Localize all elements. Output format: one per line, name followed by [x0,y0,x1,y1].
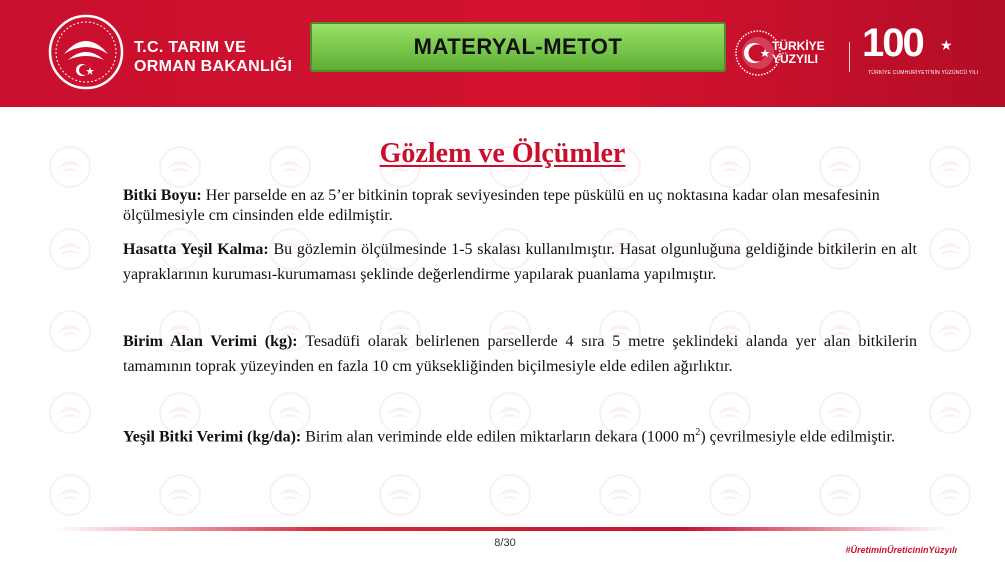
superscript-2: 2 [695,427,701,438]
ministry-watermark-icon [818,473,862,517]
ministry-watermark-icon [928,391,972,435]
ministry-watermark-icon [928,473,972,517]
text-yesil-bitki-verimi-2: ) çevrilmesiyle elde edilmiştir. [700,428,895,446]
turkiye-yuzyili-icon [732,18,962,88]
term-yesil-bitki-verimi: Yeşil Bitki Verimi (kg/da): [123,428,302,446]
ministry-watermark-icon [48,391,92,435]
header-banner [0,0,1005,107]
ministry-watermark-icon [48,309,92,353]
ministry-watermark-icon [488,473,532,517]
ministry-line-2: ORMAN BAKANLIĞI [134,58,293,75]
heading-text: Gözlem ve Ölçümler [379,138,626,169]
ministry-watermark-icon [708,473,752,517]
centennial-line-1: TÜRKİYE [772,39,825,53]
ministry-watermark-icon [268,473,312,517]
ministry-line-1: T.C. TARIM VE [134,39,247,56]
term-yesil-kalma: Hasatta Yeşil Kalma: [123,241,269,258]
ministry-watermark-icon [928,309,972,353]
footer-divider [55,527,950,531]
text-yesil-bitki-verimi-1: Birim alan veriminde elde edilen miktarların dekara (1000 m [301,428,696,446]
centennial-line-2: YÜZYILI [772,52,819,66]
centennial-text [772,40,825,66]
ministry-watermark-icon [48,227,92,271]
centennial-number: 100 [862,21,923,65]
paragraph-yesil-bitki-verimi [123,422,917,447]
paragraph-birim-alan-verimi [123,329,917,379]
footer-hashtag: #ÜretiminÜreticininYüzyılı [845,545,957,555]
term-bitki-boyu: Bitki Boyu: [123,187,202,204]
term-birim-alan-verimi: Birim Alan Verimi (kg): [123,333,298,350]
ministry-watermark-icon [598,473,642,517]
paragraph-bitki-boyu [123,186,917,226]
ministry-watermark-icon [48,473,92,517]
centennial-caption: TÜRKİYE CUMHURİYETİ'NİN YÜZÜNCÜ YILI [868,70,979,76]
text-bitki-boyu: Her parselde en az 5’er bitkinin toprak seviyesinden tepe püskülü en uç noktasına kadar olan mesafesinin ölçülmesiyle cm cinsinden elde edilmiştir. [123,187,880,224]
page-number: 8/30 [494,537,516,549]
ministry-watermark-icon [378,473,422,517]
section-title-box [310,22,726,72]
slide-heading [0,138,1005,170]
text-yesil-kalma: Bu gözlemin ölçülmesinde 1-5 skalası kullanılmıştır. Hasat olgunluğuna geldiğinde bitkilerin en alt yapraklarının kuruması-kurumaması şeklinde değerlendirme yapılarak puanlama yapılmıştır. [123,241,917,283]
text-birim-alan-verimi: Tesadüfi olarak belirlenen parsellerde 4 sıra 5 metre şeklindeki alanda yer alan bitkilerin tamamının toprak yüzeyinden en fazla 10 cm yüksekliğinden biçilmesiyle elde edilen ağırlıktır. [123,333,918,375]
section-title: MATERYAL-METOT [413,34,623,59]
watermark-pattern [0,107,1005,547]
ministry-watermark-icon [158,473,202,517]
star-icon: ★ [940,39,953,54]
ministry-name [134,38,292,76]
paragraph-yesil-kalma [123,237,917,287]
header-divider [849,42,850,72]
ministry-emblem-icon [48,14,124,90]
ministry-watermark-icon [928,227,972,271]
